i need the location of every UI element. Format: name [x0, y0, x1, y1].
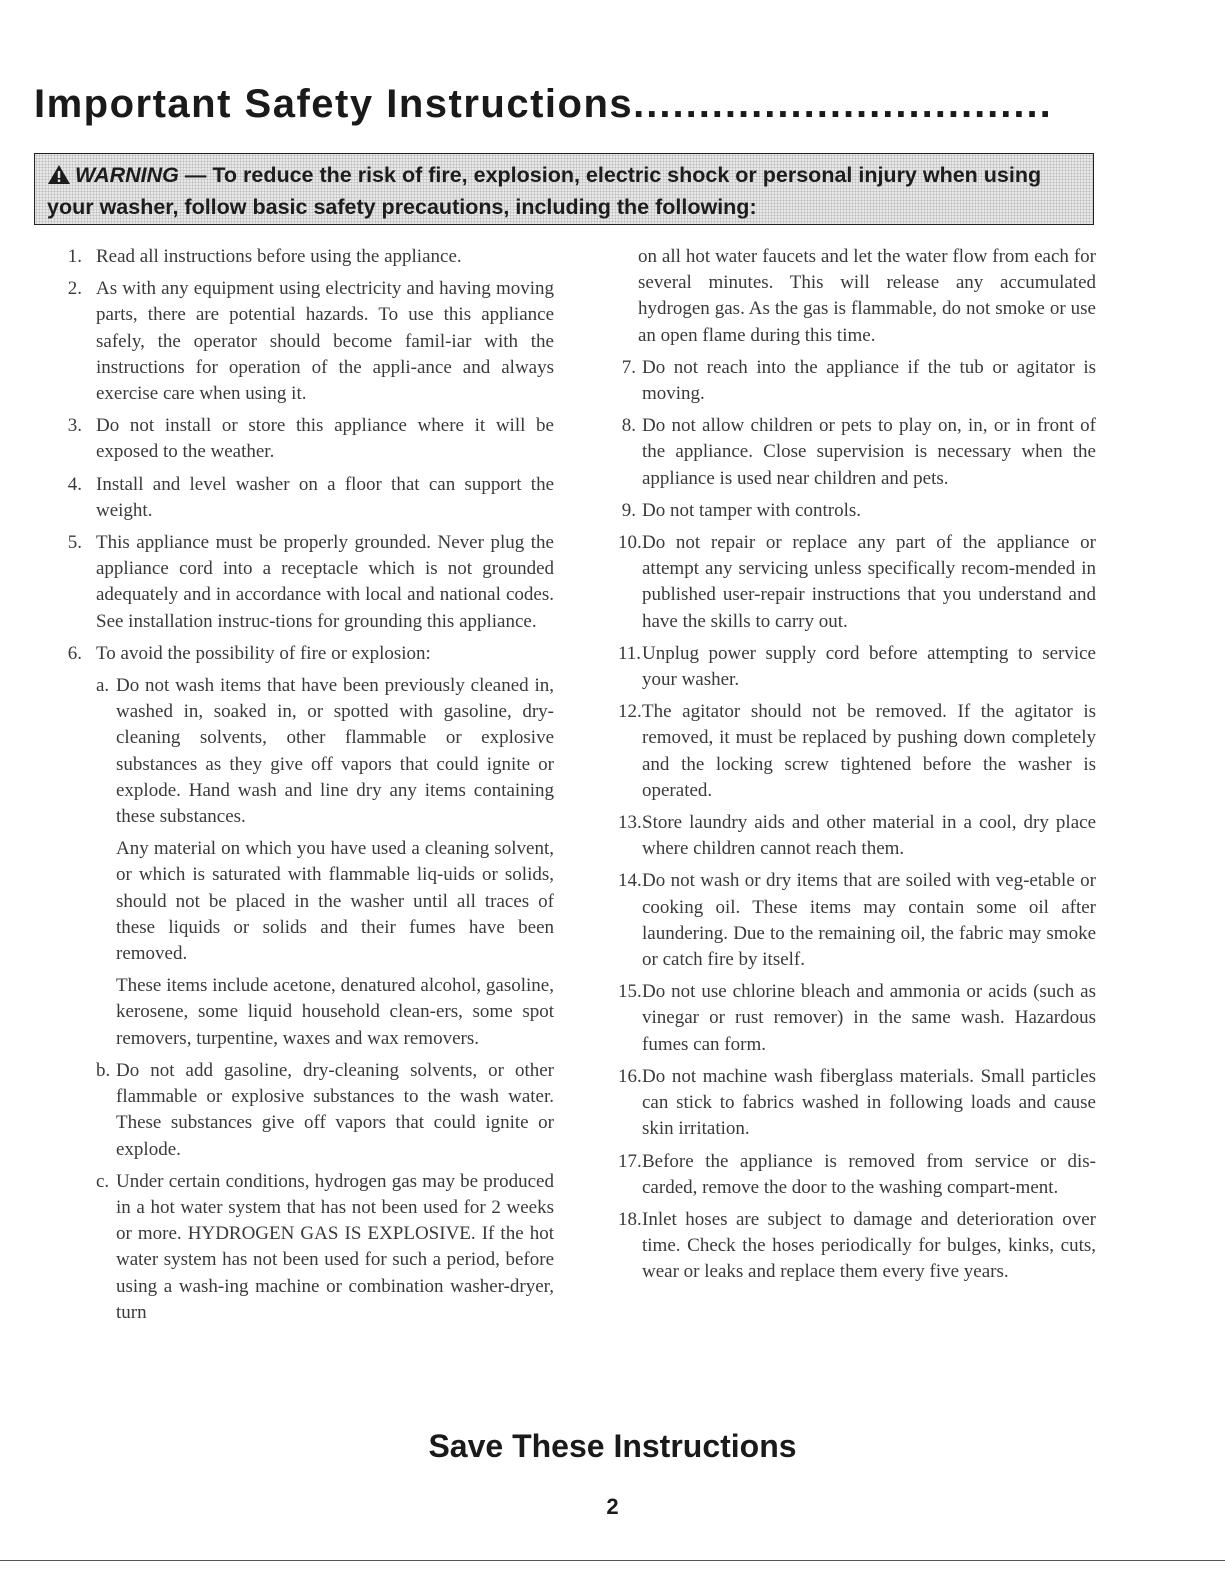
warning-triangle-icon [47, 164, 71, 193]
list-item [618, 1064, 1096, 1143]
sub-item-text: Under certain conditions, hydrogen gas may be produced in a hot water system that has not been used for 2 weeks or more. HYDROGEN GAS IS EXPLOSIVE. If the hot water system has not been used for such a period, before using a wash-ing machine or combination washer-dryer, turn [116, 1170, 554, 1323]
item-number: 12. [618, 701, 642, 723]
item-number: 15. [618, 981, 642, 1003]
item-number: 3. [67, 415, 82, 437]
list-item [34, 244, 554, 270]
list-item [618, 641, 1096, 693]
page-number: 2 [606, 1494, 619, 1519]
title-leader-dots: ................................ [633, 82, 1053, 126]
page-title [34, 82, 1053, 127]
item-number: 9. [621, 499, 636, 521]
item-number: 14. [618, 870, 642, 892]
item-text: Do not allow children or pets to play on, in, or in front of the appliance. Close supervision is necessary when the appliance is used near children and pets. [642, 415, 1096, 489]
sub-item-c [96, 1169, 554, 1326]
sub-item-letter: a. [96, 675, 110, 697]
list-item [34, 641, 554, 667]
item-text: As with any equipment using electricity and having moving parts, there are potential hazards. To use this appliance safely, the operator should become famil-iar with the instructions for operation of the appli-ance and always exercise care when using it. [96, 278, 554, 405]
item-number: 13. [618, 812, 642, 834]
list-item [618, 498, 1096, 524]
warning-text: — To reduce the risk of fire, explosion, electric shock or personal injury when using your washer, follow basic safety precautions, including the following: [47, 163, 1042, 219]
item-text: Do not reach into the appliance if the tub or agitator is moving. [642, 356, 1096, 405]
list-item [618, 1149, 1096, 1201]
sub-item-b [96, 1058, 554, 1163]
sub-item-a-paragraph: These items include acetone, denatured alcohol, gasoline, kerosene, some liquid household clean-ers, some spot removers, turpentine, waxes and wax removers. [116, 975, 554, 1049]
item-number: 1. [67, 246, 82, 267]
item-text: To avoid the possibility of fire or explosion: [96, 642, 431, 664]
item-number: 11. [618, 642, 642, 664]
item-text: Inlet hoses are subject to damage and deterioration over time. Check the hoses periodically for bulges, kinks, cuts, wear or leaks and replace them every five years. [642, 1208, 1096, 1283]
list-item [618, 979, 1096, 1058]
list-item [34, 276, 554, 407]
item-number: 4. [67, 473, 82, 495]
footer-divider [0, 1560, 1225, 1561]
item-text: Install and level washer on a floor that can support the weight. [96, 473, 554, 521]
sub-item-a-paragraph: Any material on which you have used a cleaning solvent, or which is saturated with flammable liq-uids or solids, should not be placed in the washer until all traces of these liquids or solids and their fumes have been removed. [116, 838, 554, 965]
list-item [34, 413, 554, 465]
item-number: 8. [621, 415, 636, 437]
sub-item-text: Do not add gasoline, dry-cleaning solvents, or other flammable or explosive substances to the wash water. These substances give off vapors that could ignite or explode. [116, 1059, 554, 1160]
item-text: Read all instructions before using the appliance. [96, 246, 462, 267]
list-item [618, 530, 1096, 635]
item-text: Do not tamper with controls. [642, 499, 861, 521]
title-text: Important Safety Instructions [34, 82, 634, 126]
list-item [34, 530, 554, 635]
list-item [618, 1207, 1096, 1286]
item-text: Do not use chlorine bleach and ammonia or acids (such as vinegar or rust remover) in the same wash. Hazardous fumes can form. [642, 981, 1096, 1055]
item-number: 5. [67, 532, 82, 554]
list-item [618, 868, 1096, 973]
list-item [618, 355, 1096, 407]
sub-item-letter: b. [96, 1059, 111, 1081]
sub-item-c-continued: on all hot water faucets and let the water flow from each for several minutes. This will release any accumulated hydrogen gas. As the gas is flammable, do not smoke or use an open flame during this time. [638, 246, 1096, 346]
item-text: Before the appliance is removed from service or dis-carded, remove the door to the washing compart-ment. [642, 1150, 1096, 1198]
list-item [618, 413, 1096, 492]
item-text: Do not repair or replace any part of the appliance or attempt any servicing unless specifically recom-mended in published user-repair instructions that you understand and have the skills to carry out. [642, 532, 1096, 632]
item-number: 2. [67, 278, 82, 300]
item-text: Unplug power supply cord before attempting to service your washer. [642, 642, 1096, 691]
item-number: 16. [618, 1065, 642, 1087]
save-instructions-heading: Save These Instructions [428, 1428, 797, 1464]
item-text: The agitator should not be removed. If the agitator is removed, it must be replaced by pushing down completely and the locking screw tightened before the washer is operated. [642, 701, 1096, 801]
list-item [618, 699, 1096, 804]
left-column [34, 244, 554, 1326]
item-text: This appliance must be properly grounded. Never plug the appliance cord into a receptacle which is not grounded adequately and in accordance with local and national codes. See installation instruc-tions for grounding this appliance. [96, 532, 554, 632]
right-column [618, 244, 1096, 1292]
list-item [34, 472, 554, 524]
sub-item-letter: c. [96, 1170, 110, 1192]
warning-label: WARNING [75, 163, 179, 187]
item-text: Store laundry aids and other material in a cool, dry place where children cannot reach them. [642, 812, 1096, 860]
item-number: 6. [67, 642, 82, 664]
item-text: Do not machine wash fiberglass materials. Small particles can stick to fabrics washed in following loads and cause skin irritation. [642, 1065, 1096, 1140]
item-number: 18. [618, 1208, 642, 1230]
item-number: 7. [621, 356, 636, 378]
item-text: Do not wash or dry items that are soiled with veg-etable or cooking oil. These items may contain some oil after laundering. Due to the remaining oil, the fabric may smoke or catch fire by itself. [642, 870, 1096, 971]
item-number: 10. [618, 532, 642, 554]
item-number: 17. [618, 1150, 642, 1172]
sub-item-a [96, 673, 554, 830]
sub-item-text: Do not wash items that have been previously cleaned in, washed in, soaked in, or spotted with gasoline, dry-cleaning solvents, other flammable or explosive substances as they give off vapors that could ignite or explode. Hand wash and line dry any items containing these substances. [116, 675, 554, 828]
warning-box [34, 153, 1094, 225]
item-text: Do not install or store this appliance where it will be exposed to the weather. [96, 415, 554, 463]
list-item [618, 810, 1096, 862]
